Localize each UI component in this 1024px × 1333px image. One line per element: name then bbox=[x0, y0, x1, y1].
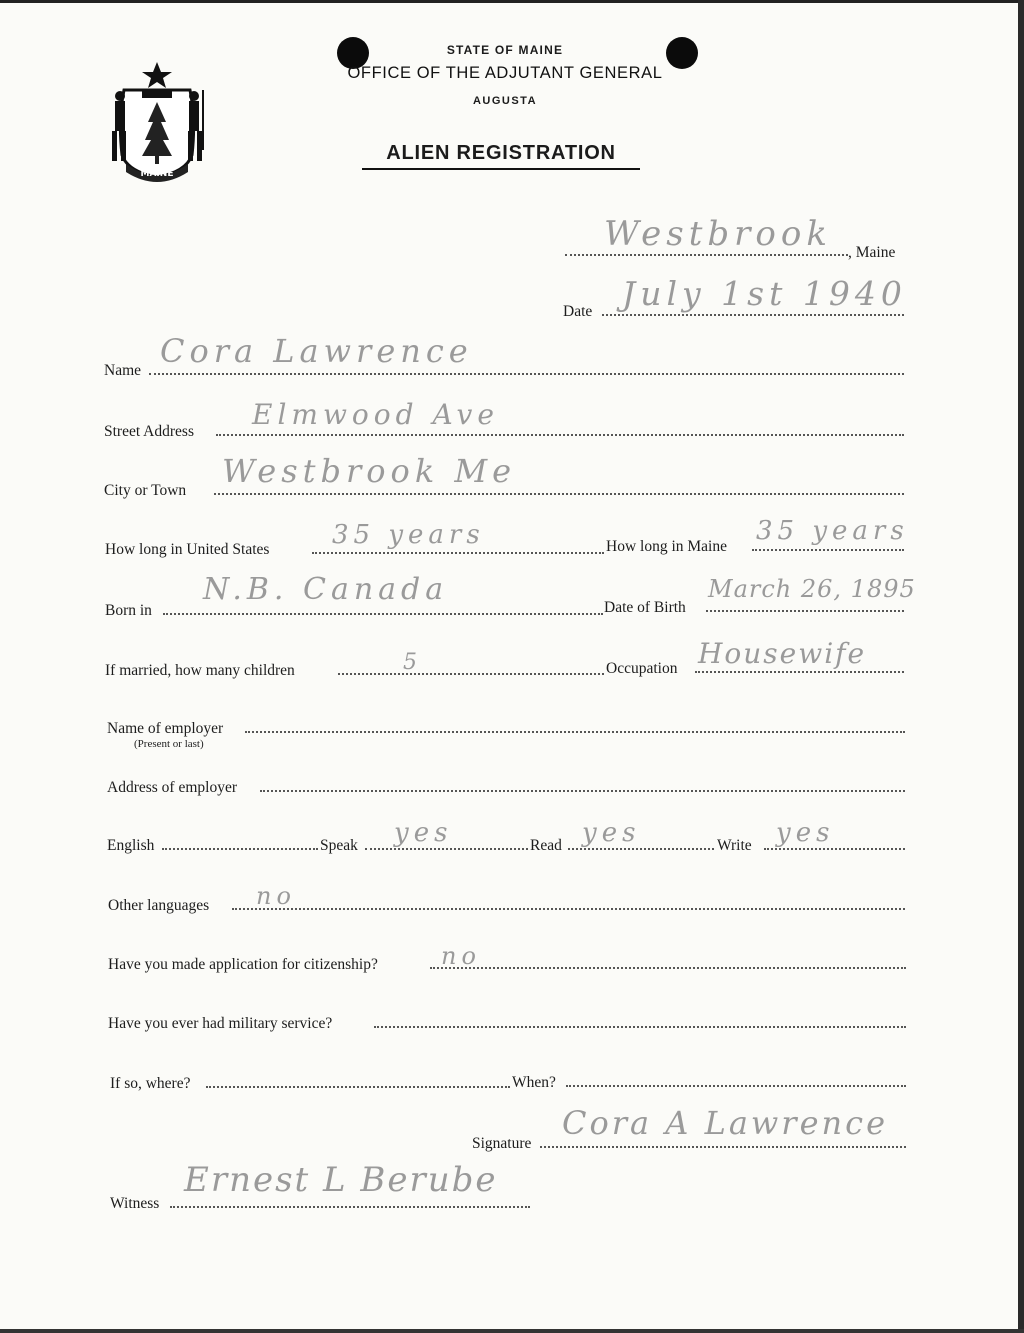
city-label: City or Town bbox=[104, 482, 187, 499]
employer-address-label: Address of employer bbox=[107, 779, 237, 796]
read-label: Read bbox=[530, 837, 562, 854]
date-line bbox=[602, 314, 904, 316]
street-label: Street Address bbox=[104, 423, 194, 440]
children-value: 5 bbox=[403, 650, 422, 675]
date-value: July 1st 1940 bbox=[622, 274, 907, 313]
when-line bbox=[566, 1085, 906, 1087]
street-line bbox=[216, 434, 904, 436]
signature-label: Signature bbox=[472, 1135, 532, 1152]
children-line bbox=[338, 673, 604, 675]
read-value: yes bbox=[582, 818, 641, 848]
years-maine-value: 35 years bbox=[756, 516, 909, 546]
born-label: Born in bbox=[105, 602, 152, 619]
years-maine-line bbox=[752, 549, 904, 551]
name-label: Name bbox=[104, 362, 142, 379]
citizenship-value: no bbox=[441, 942, 481, 970]
date-label: Date bbox=[563, 303, 593, 320]
dob-value: March 26, 1895 bbox=[708, 575, 916, 603]
employer-address-line bbox=[260, 790, 905, 792]
write-line bbox=[764, 848, 905, 850]
occupation-value: Housewife bbox=[698, 637, 867, 670]
dob-label: Date of Birth bbox=[604, 599, 686, 616]
years-us-value: 35 years bbox=[332, 520, 485, 550]
english-label: English bbox=[107, 837, 155, 854]
employer-line bbox=[245, 731, 905, 733]
read-line bbox=[568, 848, 714, 850]
header-city: AUGUSTA bbox=[472, 95, 538, 107]
street-value: Elmwood Ave bbox=[252, 398, 499, 431]
other-languages-label: Other languages bbox=[108, 897, 210, 914]
city-line bbox=[214, 493, 904, 495]
occupation-label: Occupation bbox=[606, 660, 678, 677]
header-office: OFFICE OF THE ADJUTANT GENERAL bbox=[347, 64, 663, 82]
name-line bbox=[149, 373, 904, 375]
occupation-line bbox=[695, 671, 904, 673]
military-line bbox=[374, 1026, 906, 1028]
signature-value: Cora A Lawrence bbox=[562, 1104, 888, 1142]
citizenship-line bbox=[430, 967, 906, 969]
where-label: If so, where? bbox=[110, 1075, 191, 1092]
witness-value: Ernest L Berube bbox=[184, 1160, 498, 1200]
years-us-line bbox=[312, 552, 604, 554]
english-line bbox=[162, 848, 318, 850]
seal-banner-text: MAINE bbox=[140, 169, 174, 179]
town-line bbox=[565, 254, 848, 256]
header-state: STATE OF MAINE bbox=[446, 43, 564, 57]
speak-value: yes bbox=[394, 818, 453, 848]
years-maine-label: How long in Maine bbox=[606, 538, 727, 555]
employer-note: (Present or last) bbox=[134, 738, 204, 750]
speak-line bbox=[365, 848, 528, 850]
speak-label: Speak bbox=[320, 837, 358, 854]
scan-edge-right bbox=[1018, 0, 1024, 1333]
when-label: When? bbox=[512, 1074, 556, 1091]
witness-line bbox=[170, 1206, 530, 1208]
dob-line bbox=[706, 610, 904, 612]
name-value: Cora Lawrence bbox=[160, 332, 473, 370]
citizenship-label: Have you made application for citizenship? bbox=[108, 956, 378, 973]
where-line bbox=[206, 1086, 510, 1088]
other-languages-line bbox=[232, 908, 905, 910]
born-value: N.B. Canada bbox=[203, 572, 449, 607]
children-label: If married, how many children bbox=[105, 662, 295, 679]
scan-edge-top bbox=[0, 0, 1024, 3]
state-seal-logo bbox=[104, 60, 210, 182]
write-label: Write bbox=[717, 837, 752, 854]
employer-label: Name of employer bbox=[107, 720, 224, 737]
years-us-label: How long in United States bbox=[105, 541, 270, 558]
scan-edge-bottom bbox=[0, 1329, 1024, 1333]
town-suffix: , Maine bbox=[848, 244, 896, 261]
born-line bbox=[163, 613, 603, 615]
form-title: ALIEN REGISTRATION bbox=[362, 142, 640, 170]
signature-line bbox=[540, 1146, 906, 1148]
city-value: Westbrook Me bbox=[222, 452, 517, 490]
witness-label: Witness bbox=[110, 1195, 160, 1212]
military-label: Have you ever had military service? bbox=[108, 1015, 333, 1032]
other-languages-value: no bbox=[256, 882, 296, 910]
town-value: Westbrook bbox=[604, 214, 832, 254]
write-value: yes bbox=[776, 818, 835, 848]
